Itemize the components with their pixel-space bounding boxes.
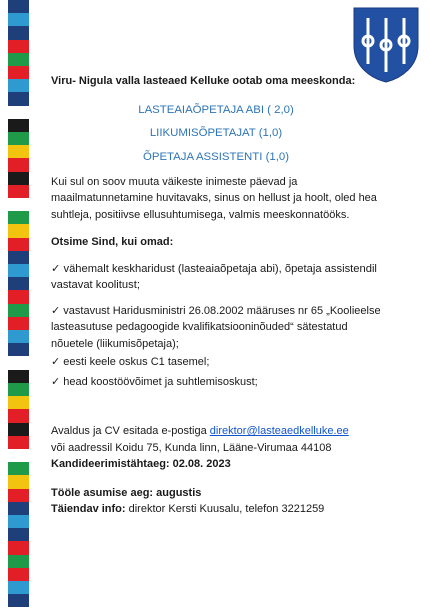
job-posting: [51, 73, 381, 518]
email-link[interactable]: direktor@lasteaedkelluke.ee: [209, 425, 349, 438]
stripe-band: [8, 79, 29, 92]
stripe-band: [8, 317, 29, 330]
contact-block: [51, 423, 381, 473]
stripe-band: [8, 290, 29, 303]
stripe-band: [8, 185, 29, 198]
stripe-band: [8, 66, 29, 79]
stripe-band: [8, 594, 29, 607]
stripe-band: [8, 13, 29, 26]
stripe-band: [8, 26, 29, 39]
stripe-band: [8, 528, 29, 541]
stripe-band: [8, 211, 29, 224]
stripe-band: [8, 502, 29, 515]
stripe-band: [8, 541, 29, 554]
position-2: LIIKUMISÕPETAJAT (1,0): [149, 126, 283, 139]
stripe-band: [8, 53, 29, 66]
intro-text: Viru- Nigula valla lasteaed Kelluke ootab oma meeskonda:: [51, 75, 356, 87]
stripe-band: [8, 330, 29, 343]
stripe-band: [8, 370, 29, 383]
stripe-band: [8, 132, 29, 145]
position-1: LASTEAIAÕPETAJA ABI ( 2,0): [138, 103, 294, 116]
stripe-band: [8, 489, 29, 502]
requirement-1: ✓ vähemalt keskharidust (lasteaiaõpetaja abi), õpetaja assistendil vastavat koolitust;: [51, 262, 377, 291]
stripe-band: [8, 449, 29, 462]
stripe-band: [8, 423, 29, 436]
stripe-band: [8, 264, 29, 277]
stripe-band: [8, 383, 29, 396]
stripe-band: [8, 568, 29, 581]
stripe-band: [8, 224, 29, 237]
stripe-band: [8, 515, 29, 528]
stripe-band: [8, 92, 29, 105]
stripe-band: [8, 475, 29, 488]
stripe-band: [8, 356, 29, 369]
contact-line-1: Avaldus ja CV esitada e-postiga: [51, 425, 210, 438]
stripe-band: [8, 172, 29, 185]
stripe-band: [8, 581, 29, 594]
deadline: Kandideerimistähtaeg: 02.08. 2023: [51, 458, 231, 471]
stripe-band: [8, 396, 29, 409]
about-text: Kui sul on soov muuta väikeste inimeste päevad ja maailmatunnetamine huvitavaks, sinus on hellust ja hoolt, oled hea suhtleja, positiivse ellusuhtumisega, valmis meeskonnatööks.: [51, 175, 377, 221]
stripe-band: [8, 409, 29, 422]
stripe-band: [8, 277, 29, 290]
stripe-band: [8, 0, 29, 13]
stripe-band: [8, 158, 29, 171]
start-date: Tööle asumise aeg: augustis: [51, 486, 202, 499]
stripe-band: [8, 304, 29, 317]
requirement-3: ✓ eesti keele oskus C1 tasemel;: [51, 356, 210, 369]
additional-info-label: Täiendav info:: [51, 503, 126, 516]
seeking-heading: Otsime Sind, kui omad:: [51, 236, 174, 248]
stripe-band: [8, 198, 29, 211]
requirement-2: ✓ vastavust Haridusministri 26.08.2002 määruses nr 65 „Koolieelse lasteasutuse pedagoogide kvalifikatsiooninõuded“ sätestatud nõuetele (liikumisõpetaja);: [51, 304, 381, 350]
additional-info-text: direktor Kersti Kuusalu, telefon 3221259: [128, 503, 325, 516]
additional-info: [51, 501, 381, 518]
decorative-stripe: [8, 0, 29, 608]
stripe-band: [8, 238, 29, 251]
stripe-band: [8, 106, 29, 119]
stripe-band: [8, 251, 29, 264]
stripe-band: [8, 343, 29, 356]
stripe-band: [8, 145, 29, 158]
stripe-band: [8, 436, 29, 449]
contact-address: või aadressil Koidu 75, Kunda linn, Lääne-Virumaa 44108: [51, 441, 332, 454]
stripe-band: [8, 555, 29, 568]
position-3: ÕPETAJA ASSISTENTI (1,0): [142, 150, 289, 163]
stripe-band: [8, 40, 29, 53]
stripe-band: [8, 462, 29, 475]
requirement-4: ✓ head koostöövõimet ja suhtlemisoskust;: [51, 375, 258, 388]
stripe-band: [8, 119, 29, 132]
